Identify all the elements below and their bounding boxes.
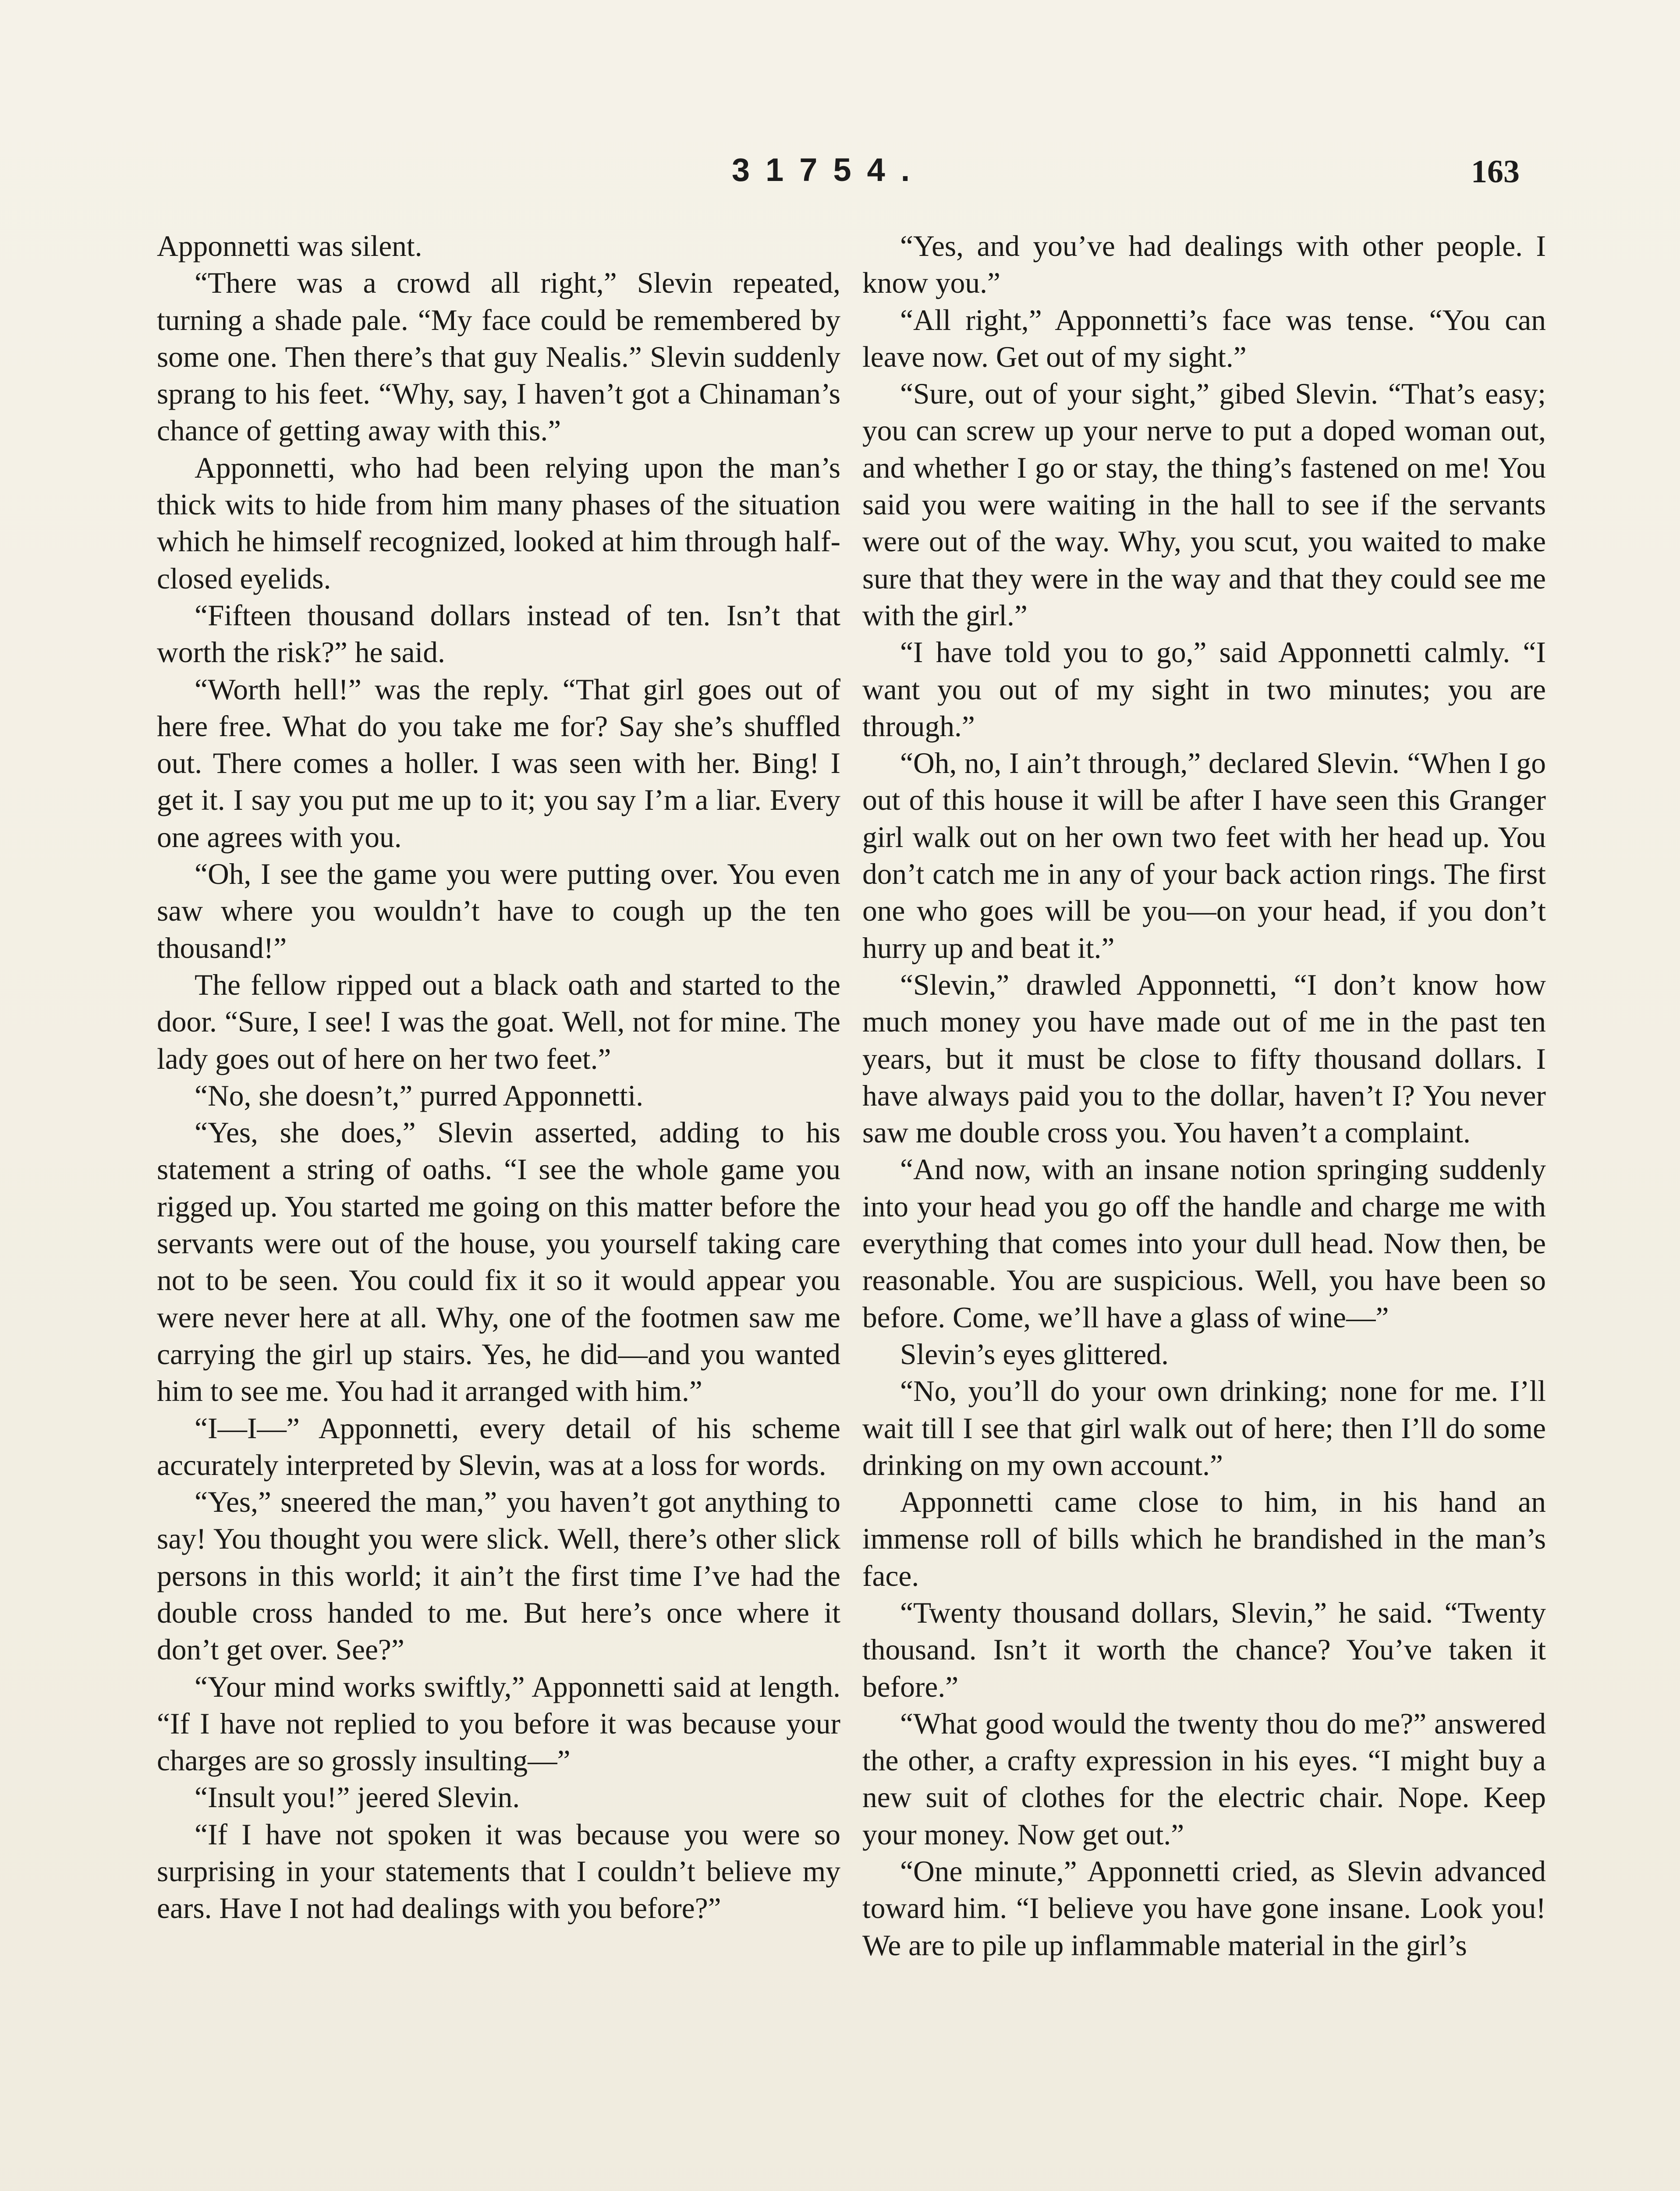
paragraph: “Slevin,” drawled Apponnetti, “I don’t know how much money you have made out of me in the past ten years, but it must be close to fifty thousand dollars. I have always paid you to the dollar, haven’t I? You never saw me double cross you. You haven’t a complaint. xyxy=(862,968,1546,1149)
paragraph: “Twenty thousand dollars, Slevin,” he said. “Twenty thousand. Isn’t it worth the chance? You’ve taken it before.” xyxy=(862,1596,1546,1703)
page-number: 163 xyxy=(1471,154,1520,190)
paragraph: “No, you’ll do your own drinking; none for me. I’ll wait till I see that girl walk out of here; then I’ll do some drinking on my own account.” xyxy=(862,1375,1546,1482)
paragraph: “No, she doesn’t,” purred Apponnetti. xyxy=(195,1079,644,1112)
paragraph: “Yes,” sneered the man,” you haven’t got anything to say! You thought you were slick. Well, there’s other slick persons in this world; it ain’t the first time I’ve had the double cross handed to me. But here’s once where it don’t get over. See?” xyxy=(157,1485,840,1666)
paragraph: “One minute,” Apponnetti cried, as Slevin advanced toward him. “I believe you have gone insane. Look you! We are to pile up inflammable material in the girl’s xyxy=(862,1855,1546,1962)
paragraph: “I—I—” Apponnetti, every detail of his scheme accurately interpreted by Slevin, was at a loss for words. xyxy=(157,1411,840,1482)
serial-stamp: 31754. xyxy=(732,152,926,188)
right-column xyxy=(862,228,1546,1964)
paragraph: “And now, with an insane notion springing suddenly into your head you go off the handle and charge me with everything that comes into your dull head. Now then, be reasonable. You are suspicious. Well, you have been so before. Come, we’ll have a glass of wine—” xyxy=(862,1153,1546,1334)
paragraph: “Fifteen thousand dollars instead of ten. Isn’t that worth the risk?” he said. xyxy=(157,599,840,669)
paragraph: “What good would the twenty thou do me?” answered the other, a crafty expression in his eyes. “I might buy a new suit of clothes for the electric chair. Nope. Keep your money. Now get out.” xyxy=(862,1707,1546,1851)
paragraph: The fellow ripped out a black oath and started to the door. “Sure, I see! I was the goat. Well, not for mine. The lady goes out of here on her two feet.” xyxy=(157,968,840,1075)
paragraph: “Sure, out of your sight,” gibed Slevin. “That’s easy; you can screw up your nerve to put a doped woman out, and whether I go or stay, the thing’s fastened on me! You said you were waiting in the hall to see if the servants were out of the way. Why, you scut, you waited to make sure that they were in the way and that they could see me with the girl.” xyxy=(862,377,1546,632)
paragraph: Apponnetti came close to him, in his hand an immense roll of bills which he brandished in the man’s face. xyxy=(862,1485,1546,1592)
paragraph: “Worth hell!” was the reply. “That girl goes out of here free. What do you take me for? Say she’s shuffled out. There comes a holler. I was seen with her. Bing! I get it. I say you put me up to it; you say I’m a liar. Every one agrees with you. xyxy=(157,673,840,854)
left-column xyxy=(157,228,840,1927)
paragraph: “Yes, she does,” Slevin asserted, adding to his statement a string of oaths. “I see the whole game you rigged up. You started me going on this matter before the servants were out of the house, you yourself taking care not to be seen. You could fix it so it would appear you were never here at all. Why, one of the footmen saw me carrying the girl up stairs. Yes, he did—and you wanted him to see me. You had it arranged with him.” xyxy=(157,1116,840,1408)
paragraph: “There was a crowd all right,” Slevin repeated, turning a shade pale. “My face could be remembered by some one. Then there’s that guy Nealis.” Slevin suddenly sprang to his feet. “Why, say, I haven’t got a Chinaman’s chance of getting away with this.” xyxy=(157,266,840,447)
paragraph: “Oh, no, I ain’t through,” declared Slevin. “When I go out of this house it will be after I have seen this Granger girl walk out on her own two feet with her head up. You don’t catch me in any of your back action rings. The first one who goes will be you—on your head, if you don’t hurry up and beat it.” xyxy=(862,747,1546,964)
paragraph: “Oh, I see the game you were putting over. You even saw where you wouldn’t have to cough up the ten thousand!” xyxy=(157,858,840,964)
paragraph: “Insult you!” jeered Slevin. xyxy=(195,1781,520,1814)
paragraph: “Yes, and you’ve had dealings with other people. I know you.” xyxy=(862,230,1546,300)
paragraph: Slevin’s eyes glittered. xyxy=(900,1337,1169,1371)
paragraph: Apponnetti was silent. xyxy=(157,230,422,262)
paragraph: Apponnetti, who had been relying upon the man’s thick wits to hide from him many phases of the situation which he himself recognized, looked at him through half-closed eyelids. xyxy=(157,451,840,595)
paragraph: “If I have not spoken it was because you were so surprising in your statements that I couldn’t believe my ears. Have I not had dealings with you before?” xyxy=(157,1818,840,1925)
paragraph: “I have told you to go,” said Apponnetti calmly. “I want you out of my sight in two minutes; you are through.” xyxy=(862,636,1546,743)
paragraph: “Your mind works swiftly,” Apponnetti said at length. “If I have not replied to you before it was because your charges are so grossly insulting—” xyxy=(157,1670,840,1777)
paragraph: “All right,” Apponnetti’s face was tense. “You can leave now. Get out of my sight.” xyxy=(862,303,1546,373)
